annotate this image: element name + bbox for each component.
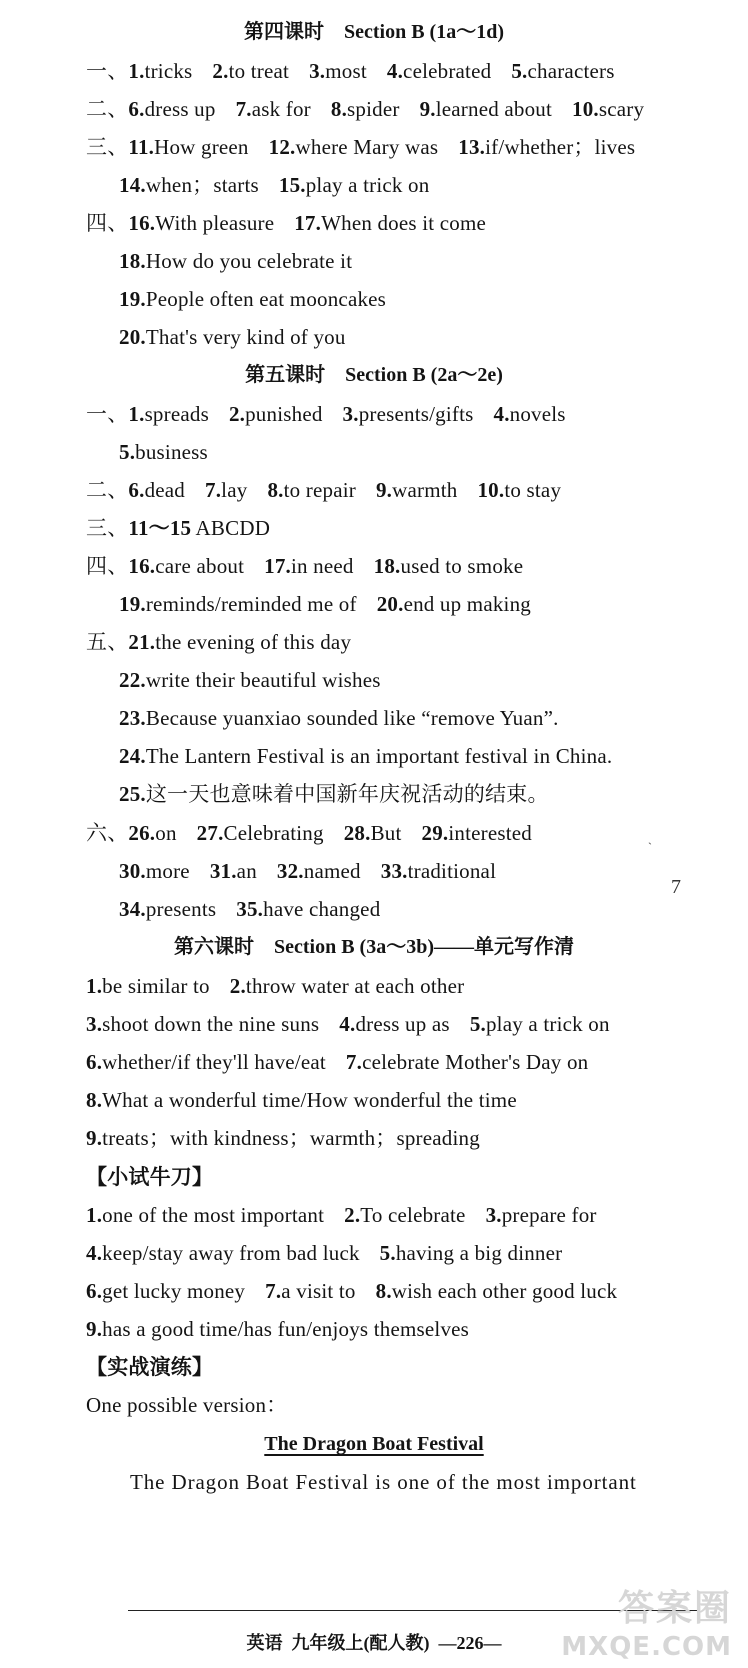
answer-item — [265, 1277, 356, 1305]
section-prefix: 一、 — [86, 402, 129, 426]
item-text: the evening of this day — [155, 630, 352, 654]
item-number: 7. — [345, 1050, 363, 1074]
answer-item — [229, 400, 323, 428]
item-text: spreads — [144, 402, 209, 426]
item-number: 26. — [128, 821, 156, 845]
answer-line — [119, 742, 612, 770]
item-text: warmth — [392, 478, 458, 502]
item-text: play a trick on — [305, 173, 430, 197]
item-text: How do you celebrate it — [145, 249, 353, 273]
item-number: 31. — [209, 859, 237, 883]
section-prefix: 三、 — [86, 516, 129, 540]
stray-mark: ` — [648, 840, 652, 854]
answer-item — [376, 476, 458, 504]
answer-item — [346, 1048, 588, 1076]
item-number: 1. — [86, 974, 103, 998]
item-text: have changed — [263, 897, 381, 921]
answer-item — [128, 400, 209, 428]
answer-line — [86, 1277, 617, 1305]
item-number: 2. — [229, 974, 246, 998]
item-number: 9. — [419, 97, 436, 121]
item-text: presents/gifts — [358, 402, 474, 426]
item-text: learned about — [435, 97, 553, 121]
section-prefix: 二、 — [86, 478, 129, 502]
answer-line — [119, 285, 386, 313]
item-text: novels — [509, 402, 566, 426]
answer-item — [236, 895, 380, 923]
item-text: celebrate Mother's Day on — [362, 1050, 589, 1074]
item-number: 27. — [196, 821, 224, 845]
item-text: But — [370, 821, 402, 845]
item-number: 19. — [119, 592, 146, 616]
item-text: To celebrate — [360, 1203, 466, 1227]
answer-item — [279, 171, 430, 199]
item-text: dress up — [144, 97, 216, 121]
answer-item — [458, 133, 635, 161]
answer-item — [376, 1277, 618, 1305]
answer-line — [119, 704, 559, 732]
essay-title — [0, 1430, 748, 1458]
answer-item — [269, 133, 439, 161]
answer-item — [236, 95, 311, 123]
item-number: 7. — [205, 478, 222, 502]
item-text: dead — [144, 478, 186, 502]
answer-item — [119, 285, 386, 313]
answer-line — [86, 95, 644, 123]
lesson6-heading-en: Section B (3a～3b)——单元写作清 — [274, 936, 574, 958]
item-text: end up making — [403, 592, 531, 616]
answer-item — [128, 628, 351, 656]
item-text: when；starts — [145, 173, 259, 197]
item-text: get lucky money — [102, 1279, 246, 1303]
answer-item — [119, 857, 190, 885]
answer-line — [119, 780, 549, 808]
lesson6-heading — [0, 933, 748, 961]
watermark-logo — [532, 1574, 742, 1664]
lesson4-heading — [0, 18, 748, 46]
answer-item — [380, 1239, 563, 1267]
item-text: People often eat mooncakes — [145, 287, 387, 311]
answer-line — [86, 819, 532, 847]
item-text: tricks — [144, 59, 193, 83]
answer-item — [128, 95, 215, 123]
item-text: having a big dinner — [395, 1241, 563, 1265]
item-text: an — [236, 859, 257, 883]
item-text: named — [303, 859, 361, 883]
answer-line — [119, 895, 380, 923]
item-number: 3. — [309, 59, 326, 83]
item-number: 13. — [458, 135, 486, 159]
item-number: 1. — [86, 1203, 103, 1227]
item-number: 30. — [119, 859, 146, 883]
item-text: scary — [598, 97, 645, 121]
answer-item — [572, 95, 644, 123]
item-number: 3. — [485, 1203, 502, 1227]
item-text: a visit to — [281, 1279, 356, 1303]
answer-item — [339, 1010, 450, 1038]
item-number: 4. — [493, 402, 510, 426]
answer-item — [119, 171, 259, 199]
section-prefix: 六、 — [86, 821, 129, 845]
answer-line — [86, 1010, 610, 1038]
answer-item — [267, 476, 356, 504]
item-number: 6. — [86, 1050, 103, 1074]
answer-item — [128, 514, 270, 542]
item-text: That's very kind of you — [145, 325, 346, 349]
answer-line — [86, 514, 270, 542]
item-number: 6. — [128, 478, 145, 502]
answer-item — [420, 95, 552, 123]
item-text: The Dragon Boat Festival — [264, 1433, 484, 1455]
item-text: prepare for — [501, 1203, 597, 1227]
answer-item — [511, 57, 614, 85]
item-number: 7. — [265, 1279, 282, 1303]
item-text: business — [135, 440, 208, 464]
answer-item — [119, 742, 612, 770]
answer-item — [470, 1010, 610, 1038]
item-number: 10. — [572, 97, 599, 121]
item-text: care about — [155, 554, 245, 578]
item-text: most — [325, 59, 367, 83]
item-text: keep/stay away from bad luck — [102, 1241, 360, 1265]
footer-subject: 英语 — [246, 1633, 283, 1653]
item-number: 5. — [511, 59, 528, 83]
item-number: 15. — [278, 173, 306, 197]
item-number: 19. — [119, 287, 146, 311]
item-number: 6. — [128, 97, 145, 121]
item-number: 32. — [276, 859, 304, 883]
footer-grade: 九年级上(配人教) — [291, 1633, 430, 1653]
item-number: 11. — [128, 135, 155, 159]
item-number: 9. — [375, 478, 393, 502]
item-number: 4. — [386, 59, 404, 83]
section-prefix: 四、 — [86, 554, 129, 578]
item-number: 14. — [119, 173, 146, 197]
item-number: 25. — [119, 782, 146, 806]
answer-line — [86, 400, 566, 428]
trial-section-title: 【小试牛刀】 — [86, 1165, 214, 1189]
answer-item — [374, 552, 524, 580]
item-text: treats；with kindness；warmth；spreading — [102, 1126, 480, 1150]
answer-item — [128, 819, 176, 847]
item-number: 29. — [421, 821, 449, 845]
item-number: 9. — [86, 1126, 103, 1150]
answer-item — [128, 209, 274, 237]
possible-version-label: One possible version： — [86, 1393, 288, 1417]
item-number: 8. — [330, 97, 348, 121]
item-text: used to smoke — [400, 554, 524, 578]
watermark-text-bottom: MXQE.COM — [561, 1632, 732, 1662]
item-number: 7. — [235, 97, 252, 121]
answer-line — [119, 857, 496, 885]
item-text: more — [145, 859, 190, 883]
answer-item — [331, 95, 400, 123]
answer-item — [205, 476, 247, 504]
answer-item — [86, 1239, 360, 1267]
item-number: 2. — [228, 402, 246, 426]
answer-item — [210, 857, 257, 885]
item-text: write their beautiful wishes — [145, 668, 381, 692]
item-text: shoot down the nine suns — [102, 1012, 320, 1036]
item-number: 5. — [469, 1012, 486, 1036]
item-text: play a trick on — [485, 1012, 610, 1036]
answer-item — [381, 857, 496, 885]
item-text: reminds/reminded me of — [145, 592, 357, 616]
section-prefix: 二、 — [86, 97, 129, 121]
answer-line — [86, 1239, 562, 1267]
answer-line — [86, 1048, 588, 1076]
lesson5-heading-en: Section B (2a～2e) — [345, 364, 503, 386]
answer-line — [119, 171, 429, 199]
answer-item — [119, 590, 357, 618]
answer-item — [86, 972, 210, 1000]
answer-line — [119, 590, 531, 618]
answer-item — [119, 666, 381, 694]
answer-item — [128, 476, 185, 504]
item-text: throw water at each other — [245, 974, 465, 998]
item-text: celebrated — [403, 59, 492, 83]
item-text: ask for — [251, 97, 311, 121]
item-text: Because yuanxiao sounded like “remove Yuan”. — [145, 706, 559, 730]
item-text: in need — [291, 554, 354, 578]
item-number: 11～15 — [128, 516, 192, 540]
answer-line — [119, 247, 352, 275]
answer-item — [128, 57, 192, 85]
answer-line — [86, 1201, 597, 1229]
item-number: 5. — [379, 1241, 396, 1265]
item-number: 3. — [86, 1012, 103, 1036]
answer-line — [119, 323, 346, 351]
answer-item — [119, 247, 352, 275]
answer-line — [86, 209, 486, 237]
item-number: 34. — [119, 897, 146, 921]
item-number: 12. — [268, 135, 296, 159]
answer-item — [377, 590, 531, 618]
item-text: With pleasure — [155, 211, 275, 235]
answer-line — [86, 972, 464, 1000]
item-number: 18. — [373, 554, 401, 578]
answer-item — [264, 552, 354, 580]
answer-item — [294, 209, 486, 237]
item-number: 8. — [267, 478, 284, 502]
answer-item — [86, 1124, 480, 1152]
item-text: punished — [245, 402, 323, 426]
item-number: 8. — [375, 1279, 392, 1303]
item-text: When does it come — [321, 211, 487, 235]
essay-first-line: The Dragon Boat Festival is one of the most important — [130, 1470, 637, 1494]
answer-item — [309, 57, 367, 85]
item-number: 4. — [339, 1012, 356, 1036]
item-number: 16. — [128, 211, 156, 235]
item-text: whether/if they'll have/eat — [102, 1050, 326, 1074]
item-number: 1. — [128, 59, 145, 83]
answer-line — [86, 1315, 469, 1343]
item-number: 9. — [86, 1317, 103, 1341]
item-number: 21. — [128, 630, 156, 654]
answer-item — [212, 57, 289, 85]
item-text: characters — [527, 59, 615, 83]
answer-item — [230, 972, 465, 1000]
lesson5-heading-cn: 第五课时 — [245, 364, 326, 386]
lesson4-heading-en: Section B (1a～1d) — [344, 21, 504, 43]
item-text: spider — [347, 97, 400, 121]
watermark-text-top: 答案圈 — [617, 1588, 732, 1629]
answer-item — [128, 133, 248, 161]
item-text: The Lantern Festival is an important festival in China. — [145, 744, 613, 768]
answer-item — [119, 780, 549, 808]
item-text: 这一天也意味着中国新年庆祝活动的结束。 — [145, 782, 549, 806]
answer-item — [277, 857, 361, 885]
answer-line — [119, 666, 381, 694]
answer-item — [486, 1201, 597, 1229]
lesson5-heading — [0, 361, 748, 389]
answer-item — [344, 1201, 465, 1229]
item-number: 18. — [119, 249, 146, 273]
answer-item — [422, 819, 533, 847]
answer-line — [86, 57, 615, 85]
item-text: on — [155, 821, 177, 845]
item-text: ABCDD — [195, 516, 271, 540]
answer-item — [387, 57, 491, 85]
answer-item — [119, 895, 216, 923]
section-prefix: 五、 — [86, 630, 129, 654]
item-text: to stay — [504, 478, 562, 502]
item-number: 22. — [119, 668, 146, 692]
item-text: be similar to — [102, 974, 210, 998]
answer-item — [86, 1277, 245, 1305]
item-number: 33. — [380, 859, 408, 883]
answer-item — [119, 323, 346, 351]
footer-page-number: —226— — [438, 1633, 502, 1653]
item-number: 8. — [86, 1088, 103, 1112]
item-text: where Mary was — [295, 135, 439, 159]
item-number: 24. — [119, 744, 146, 768]
item-number: 5. — [119, 440, 136, 464]
item-number: 28. — [343, 821, 371, 845]
item-text: dress up as — [355, 1012, 450, 1036]
item-number: 1. — [128, 402, 145, 426]
item-number: 17. — [264, 554, 291, 578]
practice-section-title: 【实战演练】 — [86, 1355, 214, 1379]
item-number: 35. — [236, 897, 264, 921]
answer-item — [494, 400, 566, 428]
item-number: 4. — [86, 1241, 103, 1265]
item-number: 23. — [119, 706, 146, 730]
item-number: 6. — [86, 1279, 103, 1303]
answer-item — [344, 819, 402, 847]
answer-item — [86, 1048, 326, 1076]
answer-item — [119, 438, 208, 466]
answer-line — [86, 628, 351, 656]
item-text: to treat — [228, 59, 290, 83]
item-number: 17. — [294, 211, 322, 235]
item-number: 20. — [119, 325, 146, 349]
answer-item — [477, 476, 561, 504]
item-number: 16. — [128, 554, 156, 578]
item-text: presents — [145, 897, 217, 921]
answer-item — [86, 1086, 517, 1114]
item-text: one of the most important — [102, 1203, 325, 1227]
lesson6-heading-cn: 第六课时 — [174, 936, 254, 958]
answer-item — [86, 1315, 469, 1343]
answer-item — [197, 819, 324, 847]
item-number: 2. — [344, 1203, 361, 1227]
item-text: if/whether；lives — [485, 135, 636, 159]
item-text: traditional — [407, 859, 497, 883]
section-prefix: 一、 — [86, 59, 129, 83]
answer-item — [119, 704, 559, 732]
item-number: 3. — [342, 402, 359, 426]
answer-line — [86, 1086, 517, 1114]
lesson4-heading-cn: 第四课时 — [244, 21, 324, 43]
answer-item — [86, 1010, 319, 1038]
item-text: to repair — [283, 478, 356, 502]
item-text: lay — [221, 478, 248, 502]
answer-line — [86, 552, 523, 580]
item-text: interested — [448, 821, 533, 845]
item-text: has a good time/has fun/enjoys themselves — [102, 1317, 470, 1341]
answer-line — [119, 438, 208, 466]
item-number: 10. — [477, 478, 505, 502]
item-text: wish each other good luck — [391, 1279, 618, 1303]
item-text: How green — [154, 135, 249, 159]
answer-line — [86, 133, 635, 161]
section-prefix: 三、 — [86, 135, 129, 159]
item-number: 20. — [376, 592, 404, 616]
section-prefix: 四、 — [86, 211, 129, 235]
stray-mark: 7 — [671, 876, 681, 898]
answer-item — [128, 552, 244, 580]
item-number: 2. — [212, 59, 229, 83]
answer-line — [86, 476, 561, 504]
answer-line — [86, 1124, 480, 1152]
answer-item — [86, 1201, 324, 1229]
item-text: Celebrating — [223, 821, 324, 845]
answer-item — [343, 400, 474, 428]
item-text: What a wonderful time/How wonderful the time — [102, 1088, 517, 1112]
